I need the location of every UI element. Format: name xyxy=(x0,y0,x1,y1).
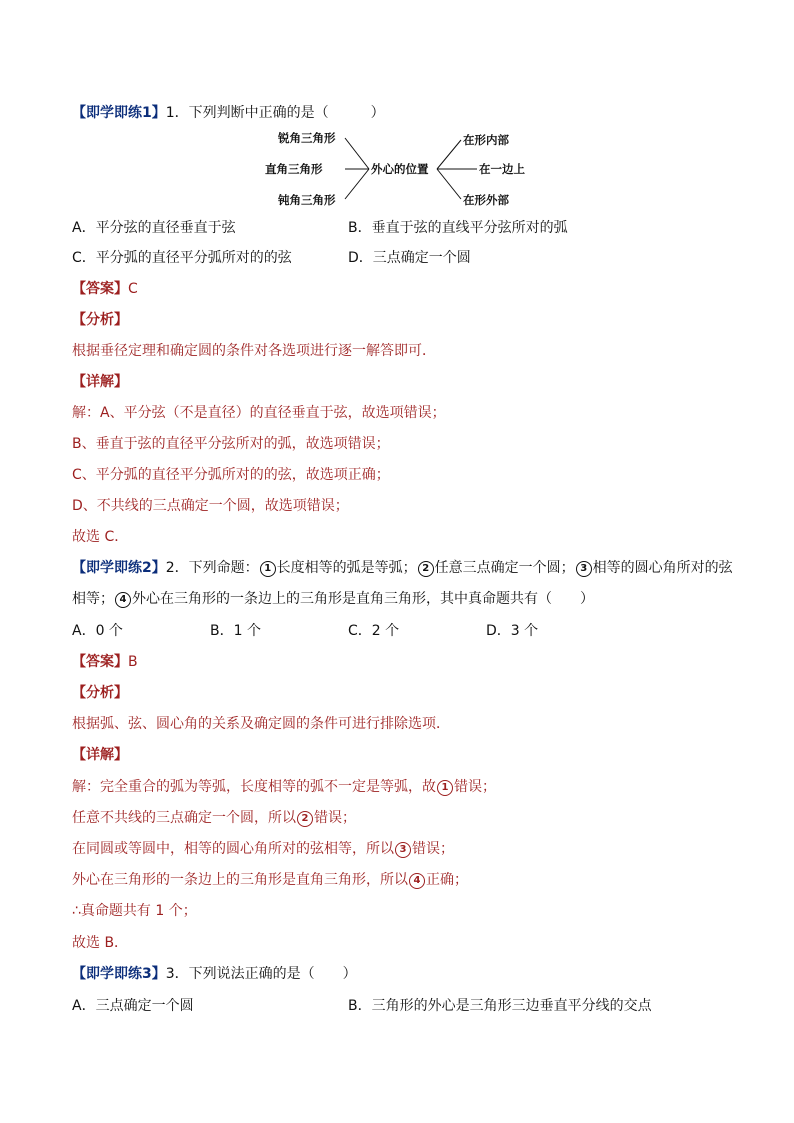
q2-proposition-2: 任意三点确定一个圆； xyxy=(434,560,575,576)
q1-option-d: D．三点确定一个圆 xyxy=(348,250,471,266)
q1-option-c: C．平分弧的直径平分弧所对的的弦 xyxy=(72,250,292,266)
q1-option-b: B．垂直于弦的直线平分弦所对的弧 xyxy=(348,220,568,236)
q2-option-c: C．2 个 xyxy=(348,623,400,639)
q1-detail-4: D、不共线的三点确定一个圆，故选项错误； xyxy=(72,498,349,514)
q2-stem-line-2 xyxy=(72,589,594,609)
q2-detail-1-end: 错误； xyxy=(454,779,496,795)
diagram-left-right: 直角三角形 xyxy=(265,162,323,176)
q2-detail-label: 【详解】 xyxy=(72,747,128,763)
q1-detail-2: B、垂直于弦的直径平分弦所对的弧，故选项错误； xyxy=(72,436,390,452)
q3-option-b: B．三角形的外心是三角形三边垂直平分线的交点 xyxy=(348,998,652,1014)
q2-proposition-3-end: 相等； xyxy=(72,591,114,607)
diagram-right-inside: 在形内部 xyxy=(463,133,509,147)
q2-proposition-4: 外心在三角形的一条边上的三角形是直角三角形，其中真命题共有（ ） xyxy=(132,591,594,607)
circled-number-4: 4 xyxy=(409,873,425,889)
q2-detail-3-text: 在同圆或等圆中，相等的圆心角所对的弦相等，所以 xyxy=(72,841,394,857)
q2-proposition-3: 相等的圆心角所对的弦 xyxy=(592,560,733,576)
q2-detail-3 xyxy=(72,839,454,859)
q2-option-b: B．1 个 xyxy=(210,623,261,639)
diagram-right-outside: 在形外部 xyxy=(463,193,509,207)
diagram-center: 外心的位置 xyxy=(371,162,429,176)
q2-detail-4 xyxy=(72,870,468,890)
q2-proposition-1: 长度相等的弧是等弧； xyxy=(276,560,417,576)
q2-conclusion: 故选 B． xyxy=(72,935,129,951)
q2-stem-line xyxy=(72,558,733,578)
q2-answer: B xyxy=(128,654,138,670)
q3-stem-line xyxy=(72,964,357,984)
diagram-left-obtuse: 钝角三角形 xyxy=(278,193,336,207)
q1-tag: 【即学即练1】 xyxy=(72,105,166,121)
diagram-left-acute: 锐角三角形 xyxy=(278,131,336,145)
q1-detail-1: 解：A、平分弦（不是直径）的直径垂直于弦，故选项错误； xyxy=(72,405,446,421)
q1-analysis: 根据垂径定理和确定圆的条件对各选项进行逐一解答即可． xyxy=(72,343,436,359)
circled-number-2: 2 xyxy=(297,811,313,827)
q2-detail-1 xyxy=(72,777,496,797)
circled-number-4: 4 xyxy=(115,592,131,608)
q2-answer-label: 【答案】 xyxy=(72,654,128,670)
q2-option-a: A．0 个 xyxy=(72,623,123,639)
q2-detail-4-end: 正确； xyxy=(426,872,468,888)
q1-answer: C xyxy=(128,281,138,297)
circled-number-1: 1 xyxy=(260,561,276,577)
q1-answer-line xyxy=(72,279,138,299)
circled-number-3: 3 xyxy=(395,842,411,858)
q1-stem: 1．下列判断中正确的是（ ） xyxy=(165,105,385,121)
q3-option-a: A．三点确定一个圆 xyxy=(72,998,194,1014)
q2-tag: 【即学即练2】 xyxy=(72,560,166,576)
q1-detail-3: C、平分弧的直径平分弧所对的的弦，故选项正确； xyxy=(72,467,390,483)
q2-detail-1-text: 解：完全重合的弧为等弧，长度相等的弧不一定是等弧，故 xyxy=(72,779,436,795)
q1-analysis-label: 【分析】 xyxy=(72,312,128,328)
q2-detail-3-end: 错误； xyxy=(412,841,454,857)
circled-number-3: 3 xyxy=(576,561,592,577)
circled-number-1: 1 xyxy=(437,780,453,796)
circled-number-2: 2 xyxy=(418,561,434,577)
q2-detail-4-text: 外心在三角形的一条边上的三角形是直角三角形，所以 xyxy=(72,872,408,888)
q1-detail-label: 【详解】 xyxy=(72,374,128,390)
q2-stem-start: 2．下列命题： xyxy=(165,560,259,576)
q1-answer-label: 【答案】 xyxy=(72,281,128,297)
q2-detail-2 xyxy=(72,808,356,828)
diagram-right-edge: 在一边上 xyxy=(479,162,525,176)
outer-center-diagram xyxy=(265,128,535,210)
q2-analysis-label: 【分析】 xyxy=(72,685,128,701)
q1-conclusion: 故选 C． xyxy=(72,529,129,545)
q2-detail-5: ∴真命题共有 1 个； xyxy=(72,903,197,919)
q3-stem: 3．下列说法正确的是（ ） xyxy=(165,966,357,982)
q1-option-a: A．平分弦的直径垂直于弦 xyxy=(72,220,236,236)
q2-option-d: D．3 个 xyxy=(486,623,539,639)
q2-analysis: 根据弧、弦、圆心角的关系及确定圆的条件可进行排除选项． xyxy=(72,716,450,732)
q2-detail-2-end: 错误； xyxy=(314,810,356,826)
q3-tag: 【即学即练3】 xyxy=(72,966,166,982)
q2-answer-line xyxy=(72,652,138,672)
q1-stem-line xyxy=(72,103,385,123)
q2-detail-2-text: 任意不共线的三点确定一个圆，所以 xyxy=(72,810,296,826)
